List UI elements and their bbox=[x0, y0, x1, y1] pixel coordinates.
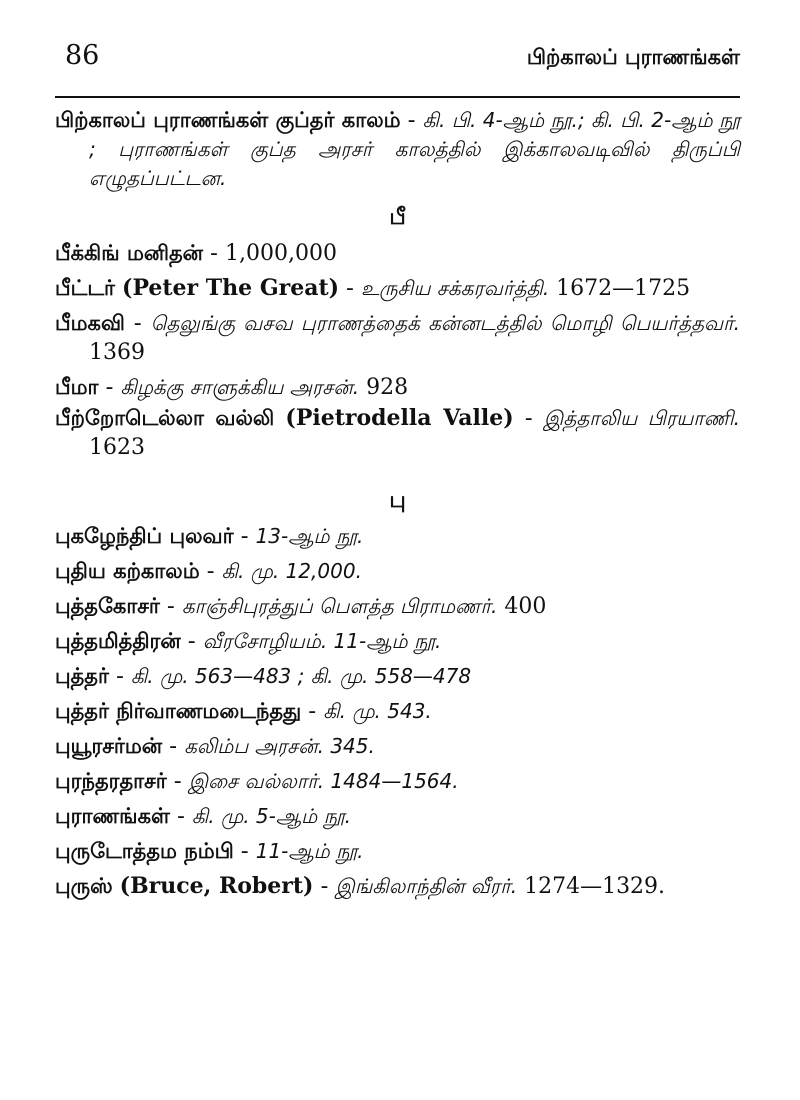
entry-later-puranas bbox=[55, 106, 740, 193]
entry-buddha-nirvana bbox=[55, 697, 740, 726]
entry-separator: - bbox=[301, 699, 324, 724]
entry-separator: - bbox=[124, 311, 151, 336]
entry-separator: - bbox=[180, 629, 203, 654]
entry-headword: புராணங்கள் bbox=[55, 804, 170, 828]
entry-separator: - bbox=[203, 241, 225, 266]
page-number: 86 bbox=[65, 40, 100, 71]
entry-text: வீரசோழியம். 11-ஆம் நூ. bbox=[202, 629, 442, 653]
entry-roman-term: (Bruce, Robert) bbox=[119, 873, 314, 899]
entry-date: 928 bbox=[366, 375, 409, 400]
entry-text: கி. மு. 12,000. bbox=[221, 559, 362, 583]
entry-text: 11-ஆம் நூ. bbox=[255, 839, 364, 863]
entry-headword: புத்தமித்திரன் bbox=[55, 629, 181, 653]
entry-text: 13-ஆம் நூ. bbox=[255, 524, 364, 548]
entry-separator: - bbox=[98, 375, 121, 400]
entry-headword: பீக்கிங் மனிதன் bbox=[55, 241, 204, 265]
entry-separator: - bbox=[339, 276, 361, 301]
entry-separator: - bbox=[400, 108, 423, 133]
entry-peter-the-great bbox=[55, 274, 740, 303]
entry-separator: - bbox=[166, 769, 189, 794]
entry-text: கலிம்ப அரசன். 345. bbox=[184, 734, 375, 758]
entry-bhima bbox=[55, 373, 740, 402]
section-heading-pu: பு bbox=[389, 488, 406, 513]
page-header bbox=[55, 40, 740, 98]
entry-purushottama-nambi bbox=[55, 837, 740, 866]
entry-pietro-della-valle bbox=[55, 404, 740, 462]
entry-text: கிழக்கு சாளுக்கிய அரசன். bbox=[120, 375, 360, 399]
entry-buddha bbox=[55, 662, 740, 691]
entry-headword: புத்தர் நிர்வாணமடைந்தது bbox=[55, 699, 302, 723]
entry-headword: புரந்தரதாசர் bbox=[55, 769, 167, 793]
entry-text: இத்தாலிய பிரயாணி. bbox=[543, 406, 740, 430]
entry-headword: பீட்டர் bbox=[55, 276, 116, 300]
entry-headword: புத்தர் bbox=[55, 664, 109, 688]
entry-purandaradasa bbox=[55, 767, 740, 796]
entry-separator: - bbox=[159, 594, 182, 619]
entry-text: கி. பி. 4-ஆம் நூ.; கி. பி. 2-ஆம் நூ ; புராணங்கள் குப்த அரசர் காலத்தில் இக்காலவடிவில் திருப்பி எழுதப்பட்டன. bbox=[89, 108, 740, 190]
entry-date: 1369 bbox=[89, 340, 145, 365]
entry-new-stone-age bbox=[55, 557, 740, 586]
entry-headword: பீற்றோடெல்லா வல்லி bbox=[55, 406, 275, 430]
entry-text: தெலுங்கு வசவ புராணத்தைக் கன்னடத்தில் மொழி பெயர்த்தவர். bbox=[150, 311, 740, 335]
entry-robert-bruce bbox=[55, 872, 740, 901]
entry-text: உருசிய சக்கரவர்த்தி. bbox=[360, 276, 550, 300]
entry-puyurasarman bbox=[55, 732, 740, 761]
entry-separator: - bbox=[162, 734, 185, 759]
entry-text: கி. மு. 543. bbox=[323, 699, 432, 723]
entry-separator: - bbox=[233, 839, 256, 864]
entry-buddhamitran bbox=[55, 627, 740, 656]
entry-separator: - bbox=[233, 524, 256, 549]
entry-text: கி. மு. 5-ஆம் நூ. bbox=[191, 804, 351, 828]
entry-separator: - bbox=[313, 874, 336, 899]
entry-headword: புத்தகோசர் bbox=[55, 594, 160, 618]
entry-text: காஞ்சிபுரத்துப் பௌத்த பிராமணர். bbox=[181, 594, 498, 618]
entry-peking-man bbox=[55, 239, 740, 268]
entry-puranas bbox=[55, 802, 740, 831]
entry-date: 1274—1329. bbox=[524, 874, 666, 899]
entry-separator: - bbox=[199, 559, 222, 584]
entry-bhimakavi bbox=[55, 309, 740, 367]
book-page bbox=[55, 40, 740, 901]
entry-headword: புருடோத்தம நம்பி bbox=[55, 839, 234, 863]
entry-pugazhendhi bbox=[55, 522, 740, 551]
entry-separator: - bbox=[108, 664, 131, 689]
entry-headword: புருஸ் bbox=[55, 874, 113, 898]
entry-text: இங்கிலாந்தின் வீரர். bbox=[335, 874, 518, 898]
section-heading-pi: பீ bbox=[389, 205, 406, 230]
running-title: பிற்காலப் புராணங்கள் bbox=[526, 45, 740, 69]
entry-date: 1623 bbox=[89, 435, 145, 460]
entry-text: 1,000,000 bbox=[224, 241, 337, 266]
entry-separator: - bbox=[169, 804, 192, 829]
entry-roman-term: (Pietrodella Valle) bbox=[285, 405, 514, 431]
entry-headword: புதிய கற்காலம் bbox=[55, 559, 200, 583]
entry-headword: புகழேந்திப் புலவர் bbox=[55, 524, 234, 548]
entry-date: 1672—1725 bbox=[556, 276, 691, 301]
entry-headword: பீமா bbox=[55, 375, 99, 399]
entry-date: 400 bbox=[504, 594, 547, 619]
entry-buddhaghosa bbox=[55, 592, 740, 621]
entry-headword: பிற்காலப் புராணங்கள் குப்தர் காலம் bbox=[55, 108, 401, 132]
entry-headword: பீமகவி bbox=[55, 311, 125, 335]
entry-text: கி. மு. 563—483 ; கி. மு. 558—478 bbox=[130, 664, 472, 688]
entry-separator: - bbox=[513, 406, 544, 431]
entry-roman-term: (Peter The Great) bbox=[122, 275, 340, 301]
entry-text: இசை வல்லார். 1484—1564. bbox=[188, 769, 459, 793]
entry-headword: புயூரசர்மன் bbox=[55, 734, 163, 758]
